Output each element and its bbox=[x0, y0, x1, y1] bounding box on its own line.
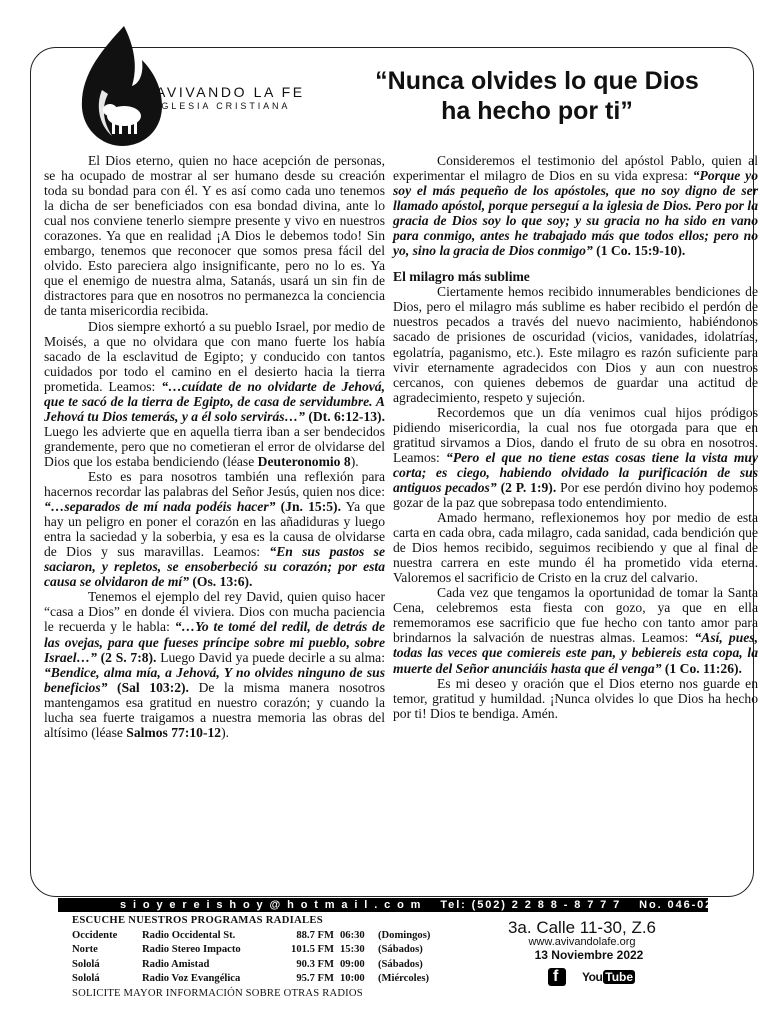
section-heading: El milagro más sublime bbox=[393, 269, 530, 285]
radio-programs bbox=[72, 914, 430, 1001]
paragraph bbox=[44, 469, 385, 589]
paragraph bbox=[393, 585, 758, 675]
paragraph bbox=[393, 405, 758, 510]
bible-reference: (2 S. 7:8). bbox=[100, 649, 157, 665]
radio-cell: 101.5 FM bbox=[291, 944, 334, 955]
radio-table bbox=[72, 929, 430, 987]
text-segment: Tenemos el ejemplo del rey David, quien quiso hacer “casa a Dios” en donde él viviera. Dios con mucha paciencia le recuerda y le habla: bbox=[44, 589, 385, 635]
bible-reference: (Sal 103:2). bbox=[117, 679, 189, 695]
text-segment: De la misma manera nosotros mantengamos esa gratitud en nuestro corazón; y cuando la lucha sea fuerte traigamos a nuestra memoria las obras del altísimo (léase bbox=[44, 679, 385, 740]
text-segment: Luego les advierte que en aquella tierra iban a ser bendecidos grandemente, pero que no cometieran el error de olvidarse del Dios que los estaba bendiciendo (léase bbox=[44, 423, 385, 469]
right-body bbox=[393, 284, 758, 720]
paragraph bbox=[44, 589, 385, 739]
radio-cell: Sololá bbox=[72, 958, 100, 970]
brand bbox=[156, 84, 305, 112]
text-segment: ). bbox=[350, 453, 359, 469]
text-segment bbox=[107, 680, 117, 695]
paragraph bbox=[393, 284, 758, 404]
radio-cell: (Sábados) bbox=[378, 958, 423, 970]
radio-cell: Radio Stereo Impacto bbox=[142, 944, 241, 955]
radio-cell: (Miércoles) bbox=[378, 973, 429, 984]
radio-cell: Radio Amistad bbox=[142, 958, 210, 970]
text-segment: Luego David ya puede decirle a su alma: bbox=[156, 649, 385, 665]
radio-cell: Radio Voz Evangélica bbox=[142, 973, 241, 984]
bible-quote: “Bendice, alma mía, a Jehová, Y no olvides ninguno de sus beneficios” bbox=[44, 664, 385, 695]
issue-date: 13 Noviembre 2022 bbox=[534, 948, 644, 962]
radio-row bbox=[72, 958, 430, 973]
street-address: 3a. Calle 11-30, Z.6 bbox=[507, 918, 657, 937]
contact-bar bbox=[58, 898, 722, 912]
text-segment: Por ese perdón divino hoy podemos gozar de la paz que sobrepasa todo entendimiento. bbox=[393, 479, 758, 510]
paragraph bbox=[393, 510, 758, 585]
article-right-column bbox=[393, 153, 758, 721]
text-segment: Ciertamente hemos recibido innumerables bendiciones de Dios, pero el milagro más sublime es haber recibido el perdón de nuestros pecados a través del nuevo nacimiento, habiéndonos sacado de prisiones de oscuridad (vicios, vanidades, idolatrías, egolatría, paganismo, etc.). Este milagro es razón suficiente para vivir eternamente agradecidos con Dios y aun con nuestros cercanos, con quienes debemos de guardar una actitud de agradecimiento, respeto y sujeción. bbox=[393, 284, 758, 405]
paragraph bbox=[393, 676, 758, 721]
bible-reference: (Dt. 6:12-13). bbox=[308, 408, 385, 424]
article-left-column bbox=[44, 153, 385, 740]
text-segment: ). bbox=[221, 724, 230, 740]
bible-quote: “…separados de mí nada podéis hacer” bbox=[44, 499, 276, 515]
bible-reference: Salmos 77:10-12 bbox=[126, 724, 222, 740]
brand-subtitle: IGLESIA CRISTIANA bbox=[156, 101, 291, 111]
paragraph bbox=[44, 153, 385, 319]
text-segment: Cada vez que tengamos la oportunidad de tomar la Santa Cena, celebremos esta fiesta con gozo, ya que en ella rememoramos ese sacrificio que fue hecho con tanto amor para brindarnos la salvación de nuestras almas. Leamos: bbox=[393, 585, 758, 646]
radio-footer: SOLICITE MAYOR INFORMACIÓN SOBRE OTRAS RADIOS bbox=[72, 987, 363, 999]
radio-cell: 95.7 FM bbox=[296, 973, 334, 984]
bible-reference: Deuteronomio 8 bbox=[257, 453, 351, 469]
text-segment: Dios siempre exhortó a su pueblo Israel, por medio de Moisés, a que no olvidara que con mano fuerte los había sacado de la esclavitud de Egipto; y conducido con tantos cuidados por todo el camino en el desierto hacia la tierra prometida. Leamos: bbox=[44, 318, 385, 394]
text-segment: El Dios eterno, quien no hace acepción de personas, se ha ocupado de mostrar al ser humano desde su creación toda su bondad para con él. Y es así como cada uno tenemos la dicha de ser beneficiados con esa bondad divina, ante lo cual nos conviene tenerlo siempre presente y vivo en nuestros corazones. Ya que en realidad ¡A Dios le debemos todo! Sin embargo, tenemos que reconocer que somos presa fácil del olvido. Esto pareciera algo insignificante, pero no lo es. Ya que el enemigo de nuestra alma, Satanás, usará un sin fin de distractores para que en nosotros no permanezca la conciencia de tanta misericordia recibida. bbox=[44, 153, 385, 319]
radio-row bbox=[72, 972, 430, 987]
brand-name: AVIVANDO LA FE bbox=[156, 84, 305, 100]
text-segment: Recordemos que un día venimos cual hijos pródigos pidiendo misericordia, la cual nos fue otorgada para que en gratitud sirvamos a Dios, dando el fruto de su obra en nosotros. Leamos: bbox=[393, 404, 758, 465]
text-segment: Es mi deseo y oración que el Dios eterno nos guarde en temor, gratitud y humildad. ¡Nunca olvides lo que Dios ha hecho por ti! Dios te bendiga. Amén. bbox=[393, 675, 758, 721]
bible-reference: (Os. 13:6). bbox=[192, 574, 253, 590]
address-block bbox=[482, 918, 682, 963]
radio-cell: 15:30 bbox=[340, 944, 365, 955]
right-intro bbox=[393, 153, 758, 258]
bible-quote: “Así, pues, todas las veces que comiereis este pan, y bebiereis esta copa, la muerte del Señor anunciáis hasta que él venga” bbox=[393, 630, 758, 676]
bible-reference: (2 P. 1:9). bbox=[500, 479, 557, 495]
youtube-icon[interactable]: You Tube bbox=[582, 970, 634, 984]
radio-cell: Sololá bbox=[72, 973, 100, 984]
text-segment: Amado hermano, reflexionemos hoy por medio de esta carta en cada obra, cada milagro, cada sanidad, cada bendición que de Dios hemos recibido, seguimos recibiendo y que al final de nuestra carrera en este mundo él ha prometido vida eterna. Valoremos el sacrificio de Cristo en la cruz del calvario. bbox=[393, 510, 758, 586]
radio-cell: 06:30 bbox=[340, 929, 365, 941]
bible-quote: “En sus pastos se saciaron, y repletos, se ensoberbeció su corazón; por esta causa se olvidaron de mí” bbox=[44, 544, 385, 590]
radio-cell: 90.3 FM bbox=[296, 958, 334, 970]
headline: “Nunca olvides lo que Dios ha hecho por ti” bbox=[375, 67, 699, 125]
text-segment: Ya que hay un peligro en poner el corazón en las añadiduras y luego entra la saciedad y la soberbia, y esa es la causa de olvidarse de Dios y sus maravillas. Leamos: bbox=[44, 499, 385, 560]
contact-phone: Tel: (502) 2 2 8 8 - 8 7 7 7 bbox=[440, 899, 622, 911]
contact-email: s i o y e r e i s h o y @ h o t m a i l . c o m bbox=[120, 899, 423, 911]
radio-cell: 88.7 FM bbox=[296, 929, 334, 941]
facebook-icon[interactable]: f bbox=[548, 968, 566, 986]
radio-row bbox=[72, 943, 430, 958]
radio-row bbox=[72, 929, 430, 944]
text-segment: Esto es para nosotros también una reflexión para hacernos recordar las palabras del Señor Jesús, quien nos dice: bbox=[44, 468, 385, 500]
radio-cell: (Sábados) bbox=[378, 944, 423, 955]
bible-quote: “Porque yo soy el más pequeño de los apóstoles, que no soy digno de ser llamado apóstol, porque perseguí a la iglesia de Dios. Pero por la gracia de Dios soy lo que soy; y su gracia no ha sido en vano para conmigo, antes he trabajado más que todos ellos; pero no yo, sino la gracia de Dios conmigo” bbox=[393, 168, 758, 259]
paragraph bbox=[393, 153, 758, 258]
website[interactable]: www.avivandolafe.org bbox=[528, 936, 636, 948]
radio-heading: ESCUCHE NUESTROS PROGRAMAS RADIALES bbox=[72, 915, 323, 926]
radio-cell: 10:00 bbox=[340, 973, 365, 984]
bible-reference: (Jn. 15:5). bbox=[280, 499, 341, 515]
radio-cell: Radio Occidental St. bbox=[142, 929, 236, 941]
radio-cell: Occidente bbox=[72, 929, 118, 941]
issue-number: No. 046-022 bbox=[639, 899, 722, 911]
radio-cell: (Domingos) bbox=[378, 929, 431, 941]
bible-quote: “…cuídate de no olvidarte de Jehová, que te sacó de la tierra de Egipto, de casa de servidumbre. A Jehová tu Dios temerás, y a él solo servirás…” bbox=[44, 378, 386, 424]
text-segment: Consideremos el testimonio del apóstol Pablo, quien al experimentar el milagro de Dios en su vida expresa: bbox=[393, 153, 758, 184]
paragraph bbox=[44, 319, 385, 469]
radio-cell: Norte bbox=[72, 944, 98, 955]
radio-cell: 09:00 bbox=[340, 958, 365, 970]
bible-quote: “Pero el que no tiene estas cosas tiene la vista muy corta; es ciego, habiendo olvidado la purificación de sus antiguos pecados” bbox=[393, 449, 758, 495]
bible-quote: “…Yo te tomé del redil, de detrás de las ovejas, para que fueses príncipe sobre mi pueblo, sobre Israel…” bbox=[44, 619, 386, 665]
bible-reference: (1 Co. 15:9-10). bbox=[596, 243, 686, 259]
bible-reference: (1 Co. 11:26). bbox=[664, 660, 742, 676]
